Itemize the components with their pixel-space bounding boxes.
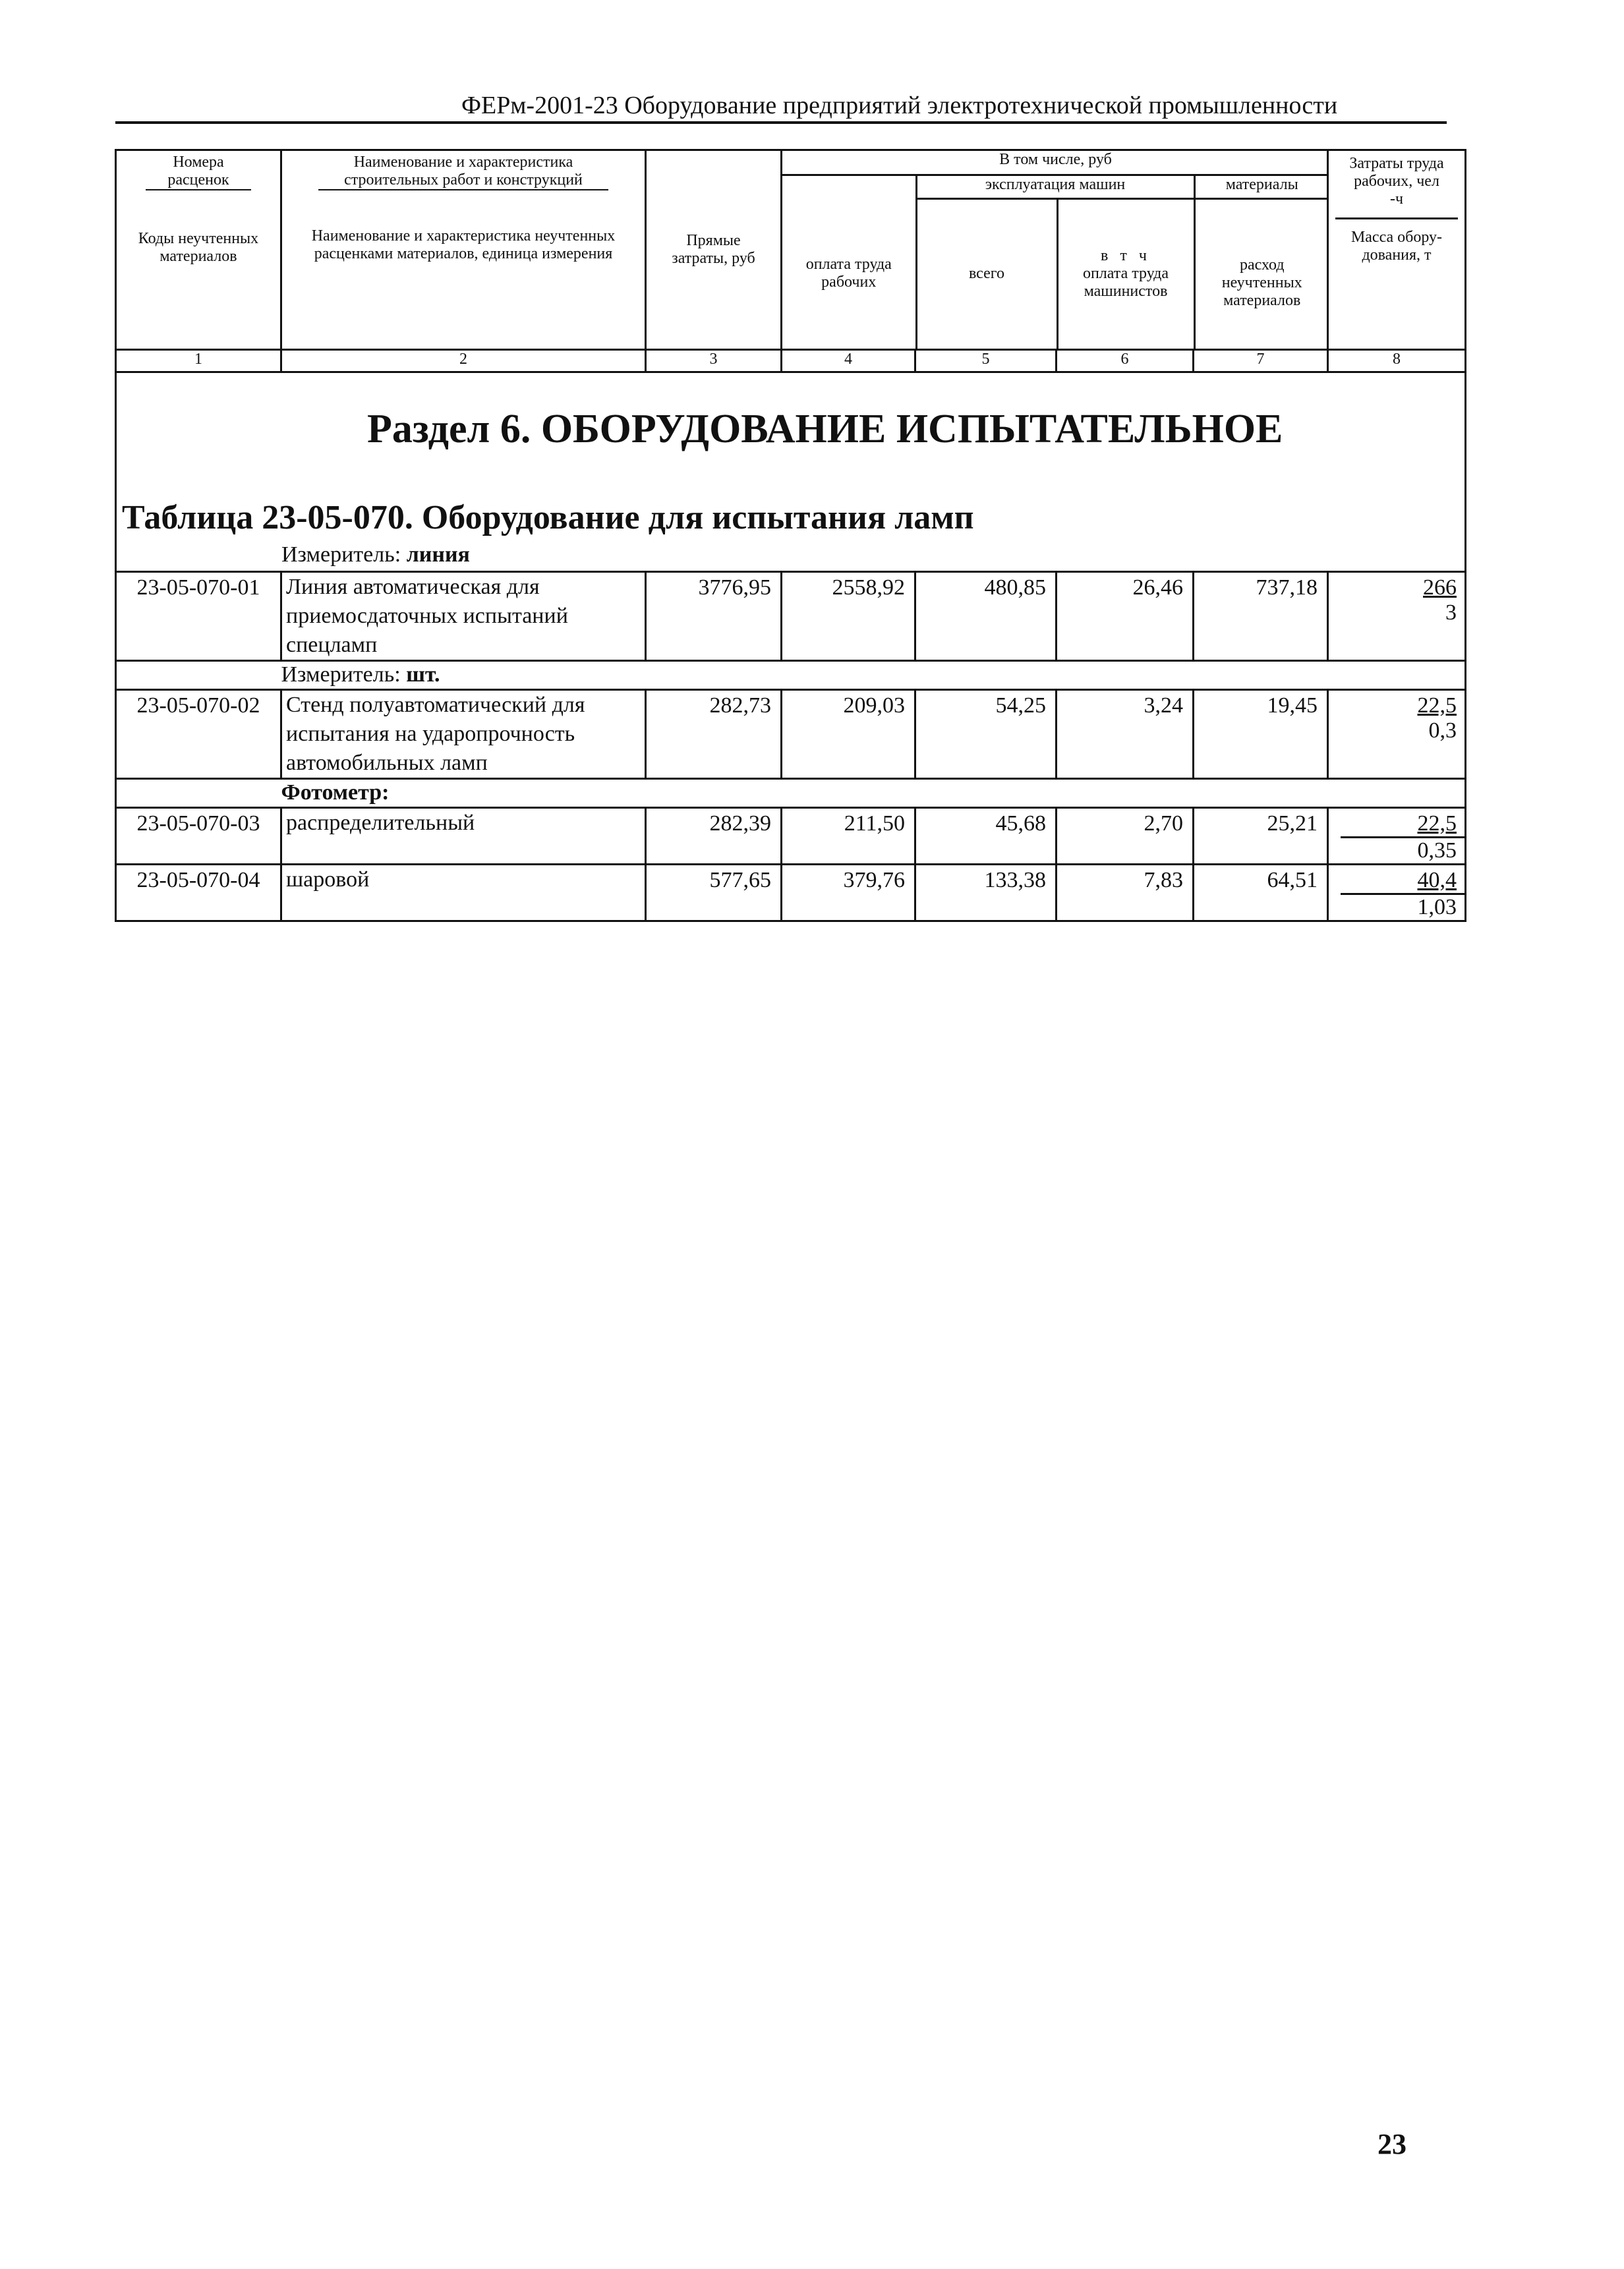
row-machines-total: 54,25 [915,690,1057,779]
row-materials-cost: 737,18 [1194,572,1328,661]
row-machines-total: 45,68 [915,808,1057,865]
row-machinists-cost: 7,83 [1057,865,1194,921]
col-number-2: 2 [281,350,646,372]
col-number-8: 8 [1328,350,1466,372]
row-mass: 3 [1445,600,1457,625]
table-row [116,572,1466,661]
row-direct-cost: 577,65 [646,865,782,921]
header-col7: расход неучтенных материалов [1221,256,1302,310]
section-block [116,372,1466,572]
header-col2-bottom: Наименование и характеристика неучтенных расценками материалов, единица измерения [311,227,616,262]
row-direct-cost: 282,73 [646,690,782,779]
row-mass: 1,03 [1341,893,1464,920]
col-number-3: 3 [646,350,782,372]
row-machinists-cost: 26,46 [1057,572,1194,661]
row-machines-total: 133,38 [915,865,1057,921]
row-labor-mass [1328,690,1466,779]
table-title: Таблица 23-05-070. Оборудование для испытания ламп [122,499,974,536]
header-machines: эксплуатация машин [916,175,1194,198]
row-labor-cost: 211,50 [782,808,915,865]
section-title: Раздел 6. ОБОРУДОВАНИЕ ИСПЫТАТЕЛЬНОЕ [367,407,1283,451]
page-number: 23 [1378,2128,1406,2160]
group-label-row [281,779,1466,808]
row-labor-cost: 2558,92 [782,572,915,661]
row-labor-cost: 379,76 [782,865,915,921]
meter-label: Измеритель: [281,662,407,687]
row-direct-cost: 282,39 [646,808,782,865]
meter-line-1 [281,542,470,568]
row-machinists-cost: 2,70 [1057,808,1194,865]
header-col8-bottom: Масса обору-дования, т [1350,229,1443,264]
table-row [116,808,1466,865]
row-materials-cost: 25,21 [1194,808,1328,865]
header-col1-bottom: Коды неучтенных материалов [138,230,259,265]
row-labor-mass [1328,808,1466,865]
col-number-5: 5 [915,350,1057,372]
row-name: Стенд полуавтоматический для испытания на ударопрочность автомобильных ламп [281,690,646,779]
header-col6-a: в т ч [1101,247,1151,265]
row-labor-hours: 22,5 [1417,811,1457,836]
group-label: Фотометр: [281,780,390,805]
row-labor-hours: 40,4 [1417,868,1457,892]
table-row [116,865,1466,921]
col-number-7: 7 [1194,350,1328,372]
row-code: 23-05-070-04 [116,865,281,921]
row-name: распределительный [281,808,646,865]
row-code: 23-05-070-02 [116,690,281,779]
row-direct-cost: 3776,95 [646,572,782,661]
header-in-that-number: В том числе, руб [782,151,1329,175]
row-labor-hours: 266 [1423,575,1457,600]
header-col2 [281,150,646,350]
row-code: 23-05-070-03 [116,808,281,865]
row-labor-hours: 22,5 [1417,693,1457,718]
row-name: шаровой [281,865,646,921]
header-col4: оплата труда рабочих [782,198,916,349]
row-labor-mass [1328,572,1466,661]
col-number-4: 4 [782,350,915,372]
meter-label: Измеритель: [281,542,407,567]
row-machines-total: 480,85 [915,572,1057,661]
header-col3: Прямые затраты, руб [646,150,782,350]
row-mass: 0,35 [1341,836,1464,863]
row-machinists-cost: 3,24 [1057,690,1194,779]
header-col8 [1328,150,1466,350]
meter-line-2 [281,661,1466,690]
header-col1 [116,150,281,350]
row-name: Линия автоматическая для приемосдаточных испытаний спецламп [281,572,646,661]
header-rule [115,121,1447,124]
table-row [116,690,1466,779]
row-materials-cost: 64,51 [1194,865,1328,921]
meter-unit: шт. [406,662,440,687]
row-mass: 0,3 [1428,718,1457,743]
header-col6-b: оплата труда машинистов [1082,265,1169,301]
meter-unit: линия [406,542,470,567]
header-col8-top: Затраты труда рабочих, чел -ч [1349,155,1444,208]
col-number-1: 1 [116,350,281,372]
row-labor-mass [1328,865,1466,921]
page-header-title: ФЕРм-2001-23 Оборудование предприятий электротехнической промышленности [461,92,1338,119]
header-col5: всего [916,198,1057,349]
header-col2-top: Наименование и характеристика строительных работ и конструкций [318,154,608,190]
col-number-6: 6 [1057,350,1194,372]
row-code: 23-05-070-01 [116,572,281,661]
header-col1-top: Номера расценок [146,154,251,190]
header-materials: материалы [1194,175,1329,198]
row-materials-cost: 19,45 [1194,690,1328,779]
header-including [782,150,1328,350]
rates-table [115,149,1466,922]
row-labor-cost: 209,03 [782,690,915,779]
